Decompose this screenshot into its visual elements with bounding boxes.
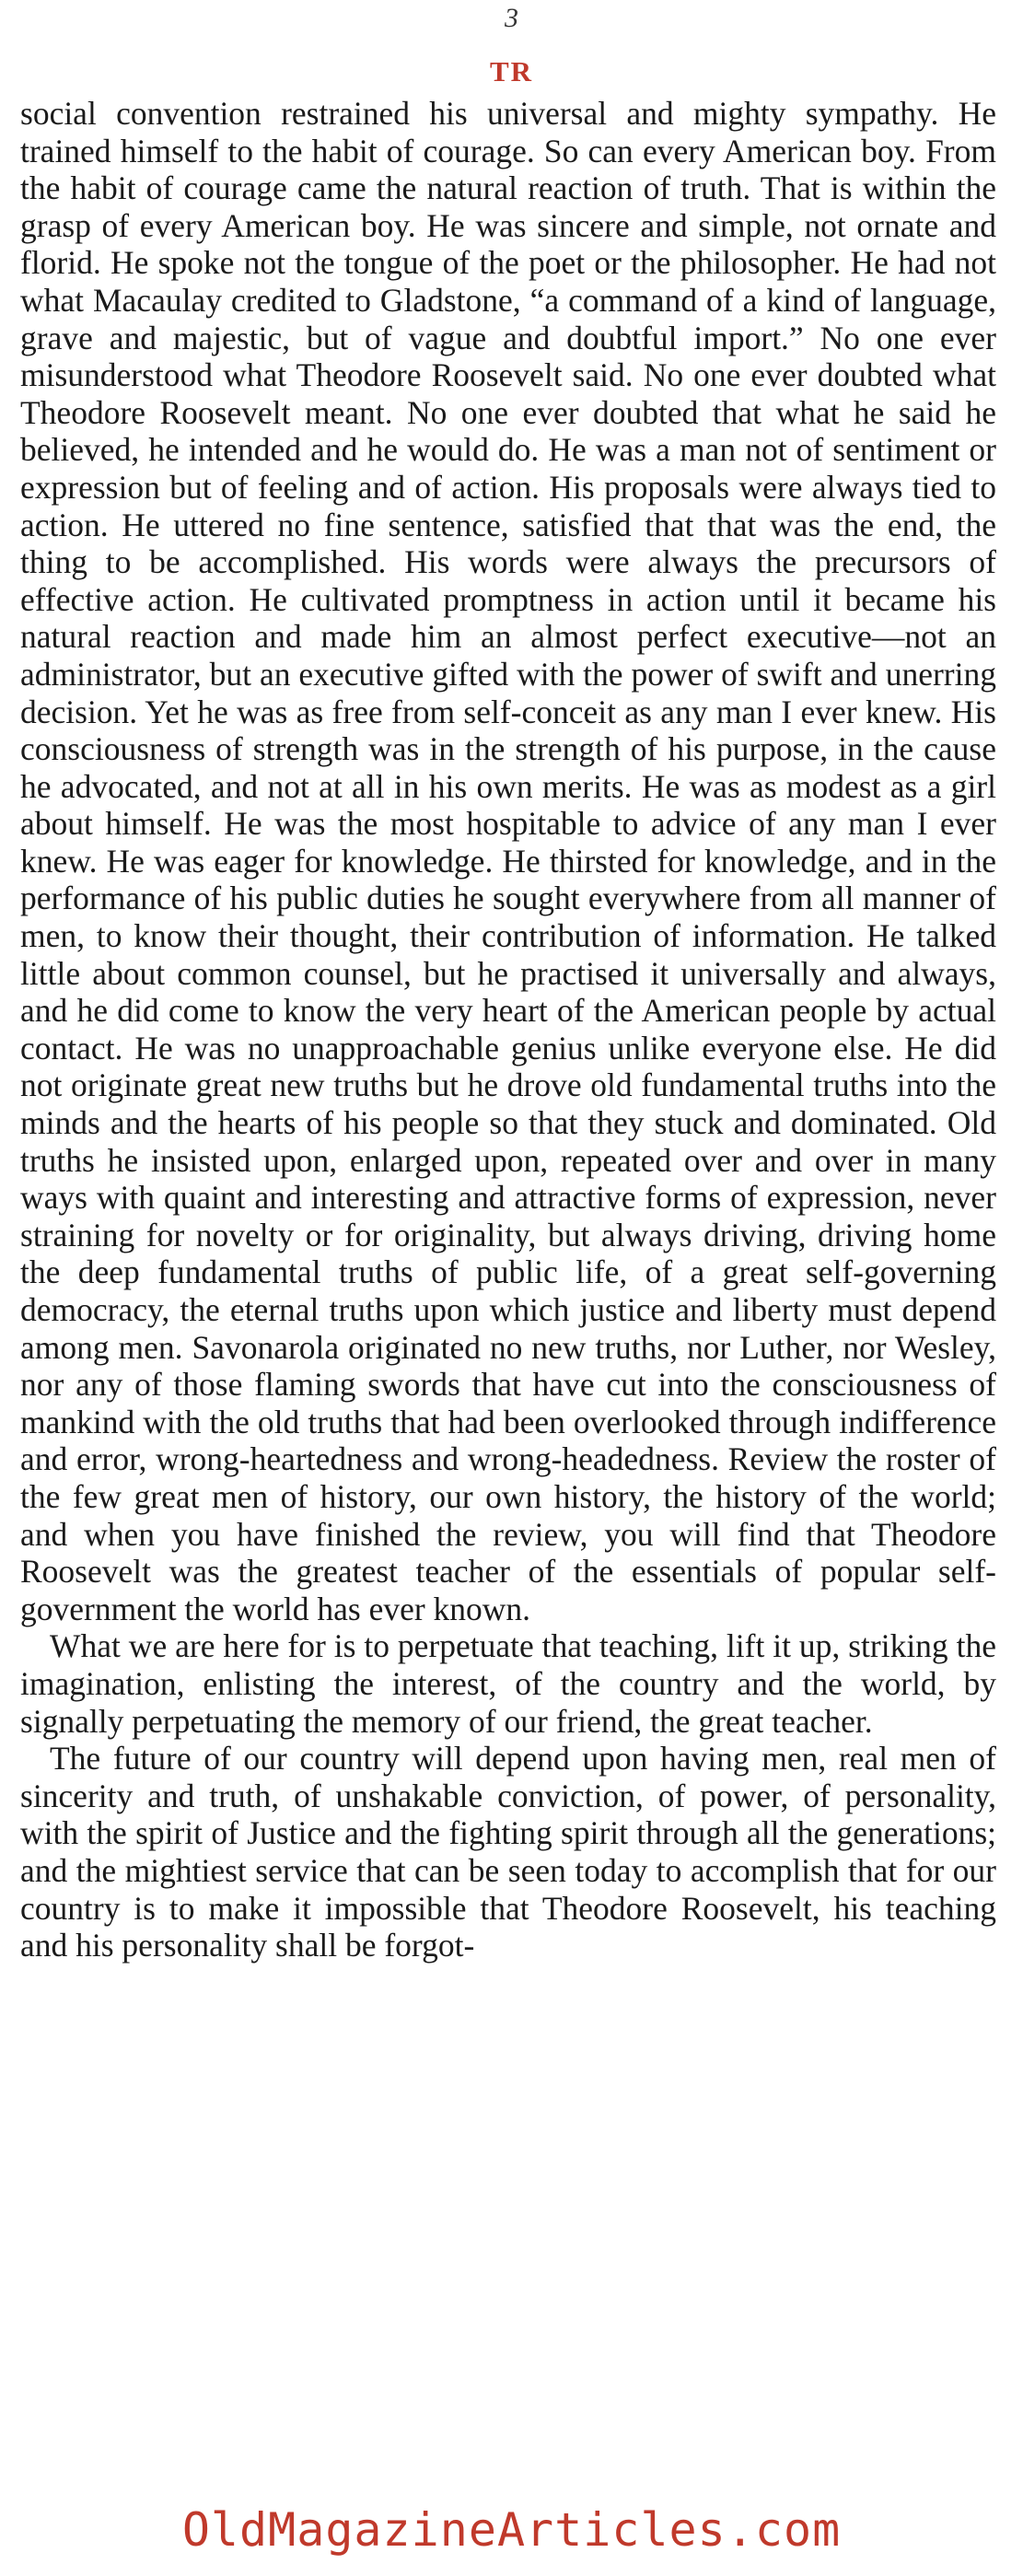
article-body (20, 95, 996, 1964)
paragraph-3: The future of our country will depend upon having men, real men of sincerity and truth, of unshakable conviction, of power, of personality, with the spirit of Justice and the fighting spirit through all the generations; and the mightiest service that can be seen today to accomplish that for our country is to make it impossible that Theodore Roosevelt, his teaching and his personality shall be forgot- (20, 1740, 996, 1964)
site-watermark: OldMagazineArticles.com (181, 2503, 842, 2557)
running-head: TR (489, 55, 534, 87)
paragraph-2: What we are here for is to perpetuate that teaching, lift it up, striking the imagination, enlisting the interest, of the country and the world, by signally perpetuating the memory of our friend, the great teacher. (20, 1627, 996, 1740)
page-number: 3 (505, 3, 518, 33)
paragraph-1: social convention restrained his universal and mighty sympathy. He trained himself to the habit of courage. So can every American boy. From the habit of courage came the natural reaction of truth. That is within the grasp of every American boy. He was sincere and simple, not ornate and florid. He spoke not the tongue of the poet or the philosopher. He had not what Macaulay credited to Gladstone, “a command of a kind of language, grave and majestic, but of vague and doubtful import.” No one ever misunderstood what Theodore Roosevelt said. No one ever doubted what Theodore Roosevelt meant. No one ever doubted that what he said he believed, he intended and he would do. He was a man not of sentiment or expression but of feeling and of action. His proposals were always tied to action. He uttered no fine sentence, satisfied that that was the end, the thing to be accomplished. His words were always the precursors of effective action. He cultivated promptness in action until it became his natural reaction and made him an almost perfect executive—not an administrator, but an executive gifted with the power of swift and unerring decision. Yet he was as free from self-conceit as any man I ever knew. His consciousness of strength was in the strength of his purpose, in the cause he advocated, and not at all in his own merits. He was as modest as a girl about himself. He was the most hospitable to advice of any man I ever knew. He was eager for knowledge. He thirsted for knowledge, and in the performance of his public duties he sought everywhere from all manner of men, to know their thought, their contribution of information. He talked little about common counsel, but he practised it universally and always, and he did come to know the very heart of the American people by actual contact. He was no unapproachable genius unlike everyone else. He did not originate great new truths but he drove old fundamental truths into the minds and the hearts of his people so that they stuck and dominated. Old truths he insisted upon, enlarged upon, repeated over and over in many ways with quaint and interesting and attractive forms of expression, never straining for novelty or for originality, but always driving, driving home the deep fundamental truths of public life, of a great self-governing democracy, the eternal truths upon which justice and liberty must depend among men. Savonarola originated no new truths, nor Luther, nor Wesley, nor any of those flaming swords that have cut into the consciousness of mankind with the old truths that had been overlooked through indifference and error, wrong-heartedness and wrong-headedness. Review the roster of the few great men of history, our own history, the history of the world; and when you have finished the review, you will find that Theodore Roosevelt was the greatest teacher of the essentials of popular self-government the world has ever known. (20, 95, 996, 1627)
